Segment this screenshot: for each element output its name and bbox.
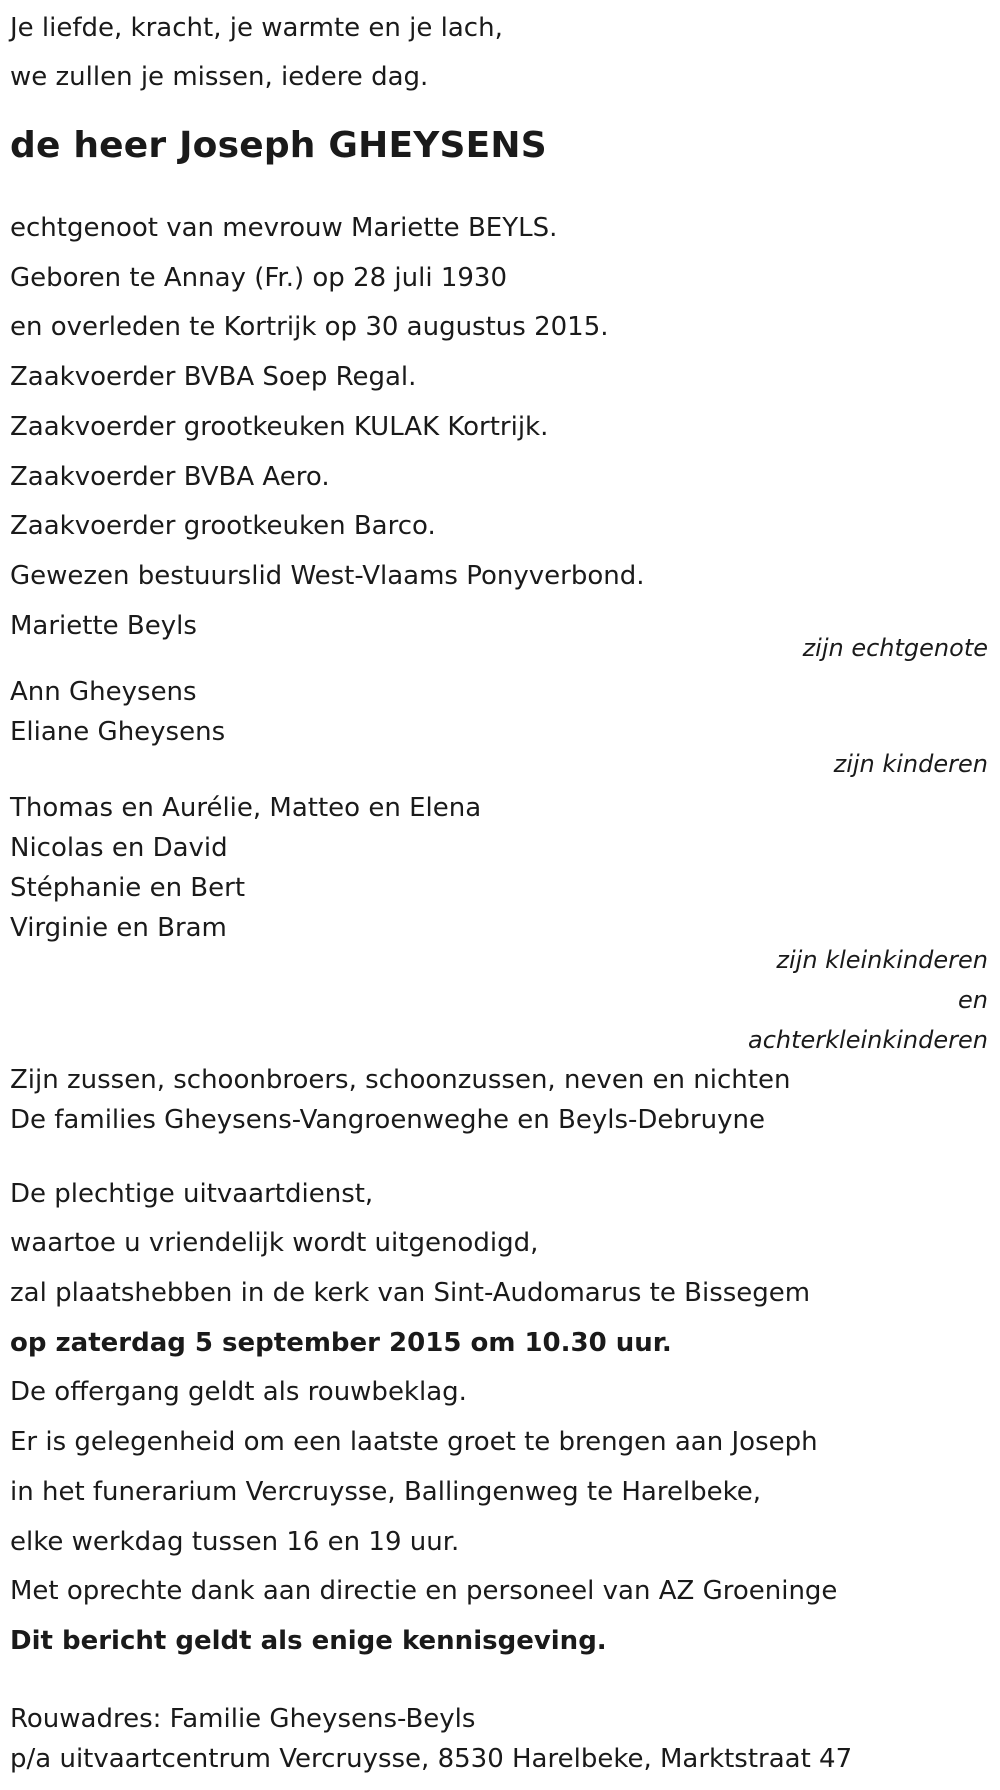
biography xyxy=(10,204,996,602)
service-line: waartoe u vriendelijk wordt uitgenodigd, xyxy=(10,1228,539,1259)
spouse-name: Mariette Beyls xyxy=(10,610,197,641)
service-line: zal plaatshebben in de kerk van Sint-Audomarus te Bissegem xyxy=(10,1278,811,1309)
relation-line: achterkleinkinderen xyxy=(748,1025,988,1054)
service-date: op zaterdag 5 september 2015 om 10.30 uur. xyxy=(10,1327,672,1358)
service-line: Er is gelegenheid om een laatste groet te brengen aan Joseph xyxy=(10,1427,818,1458)
bio-line: Zaakvoerder BVBA Aero. xyxy=(10,461,330,492)
address-line: Rouwadres: Familie Gheysens-Beyls xyxy=(10,1703,476,1734)
extended-family-line: Zijn zussen, schoonbroers, schoonzussen, neven en nichten xyxy=(10,1064,791,1095)
bio-line: Zaakvoerder grootkeuken KULAK Kortrijk. xyxy=(10,411,549,442)
spouse-relation: zijn echtgenote xyxy=(802,633,988,662)
bio-line: en overleden te Kortrijk op 30 augustus 2015. xyxy=(10,312,609,343)
bio-line: Geboren te Annay (Fr.) op 28 juli 1930 xyxy=(10,262,507,293)
children-relation: zijn kinderen xyxy=(833,749,988,778)
grandchild-name: Stéphanie en Bert xyxy=(10,872,246,903)
memorial-poem xyxy=(10,4,996,102)
poem-line: Je liefde, kracht, je warmte en je lach, xyxy=(10,13,503,43)
bio-line: echtgenoot van mevrouw Mariette BEYLS. xyxy=(10,213,558,243)
grandchild-name: Thomas en Aurélie, Matteo en Elena xyxy=(10,792,482,823)
relation-line: en xyxy=(958,985,988,1014)
child-name: Ann Gheysens xyxy=(10,676,197,707)
mourning-address xyxy=(10,1699,996,1779)
service-line: De offergang geldt als rouwbeklag. xyxy=(10,1377,467,1408)
service-line: in het funerarium Vercruysse, Ballingenweg te Harelbeke, xyxy=(10,1476,762,1507)
poem-line: we zullen je missen, iedere dag. xyxy=(10,62,429,92)
address-line: p/a uitvaartcentrum Vercruysse, 8530 Harelbeke, Marktstraat 47 xyxy=(10,1743,853,1774)
relation-line: zijn kleinkinderen xyxy=(776,945,988,974)
service-line: elke werkdag tussen 16 en 19 uur. xyxy=(10,1526,460,1557)
bio-line: Zaakvoerder grootkeuken Barco. xyxy=(10,511,436,542)
family-list xyxy=(10,606,990,1140)
child-name: Eliane Gheysens xyxy=(10,716,226,747)
grandchild-name: Nicolas en David xyxy=(10,832,228,863)
spouse-group xyxy=(10,606,990,646)
bio-line: Gewezen bestuurslid West-Vlaams Ponyverbond. xyxy=(10,560,645,591)
notice-statement: Dit bericht geldt als enige kennisgeving. xyxy=(10,1625,607,1656)
deceased-name: de heer Joseph GHEYSENS xyxy=(10,125,547,166)
grandchild-name: Virginie en Bram xyxy=(10,912,227,943)
extended-family xyxy=(10,1060,990,1140)
service-line: Met oprechte dank aan directie en personeel van AZ Groeninge xyxy=(10,1576,838,1607)
grandchildren-relation xyxy=(10,940,990,1060)
bio-line: Zaakvoerder BVBA Soep Regal. xyxy=(10,362,417,393)
children-group xyxy=(10,672,990,752)
grandchildren-group xyxy=(10,788,990,948)
extended-family-line: De families Gheysens-Vangroenweghe en Beyls-Debruyne xyxy=(10,1104,765,1135)
funeral-service-info xyxy=(10,1170,996,1667)
obituary-notice xyxy=(10,0,996,1779)
service-line: De plechtige uitvaartdienst, xyxy=(10,1178,374,1209)
